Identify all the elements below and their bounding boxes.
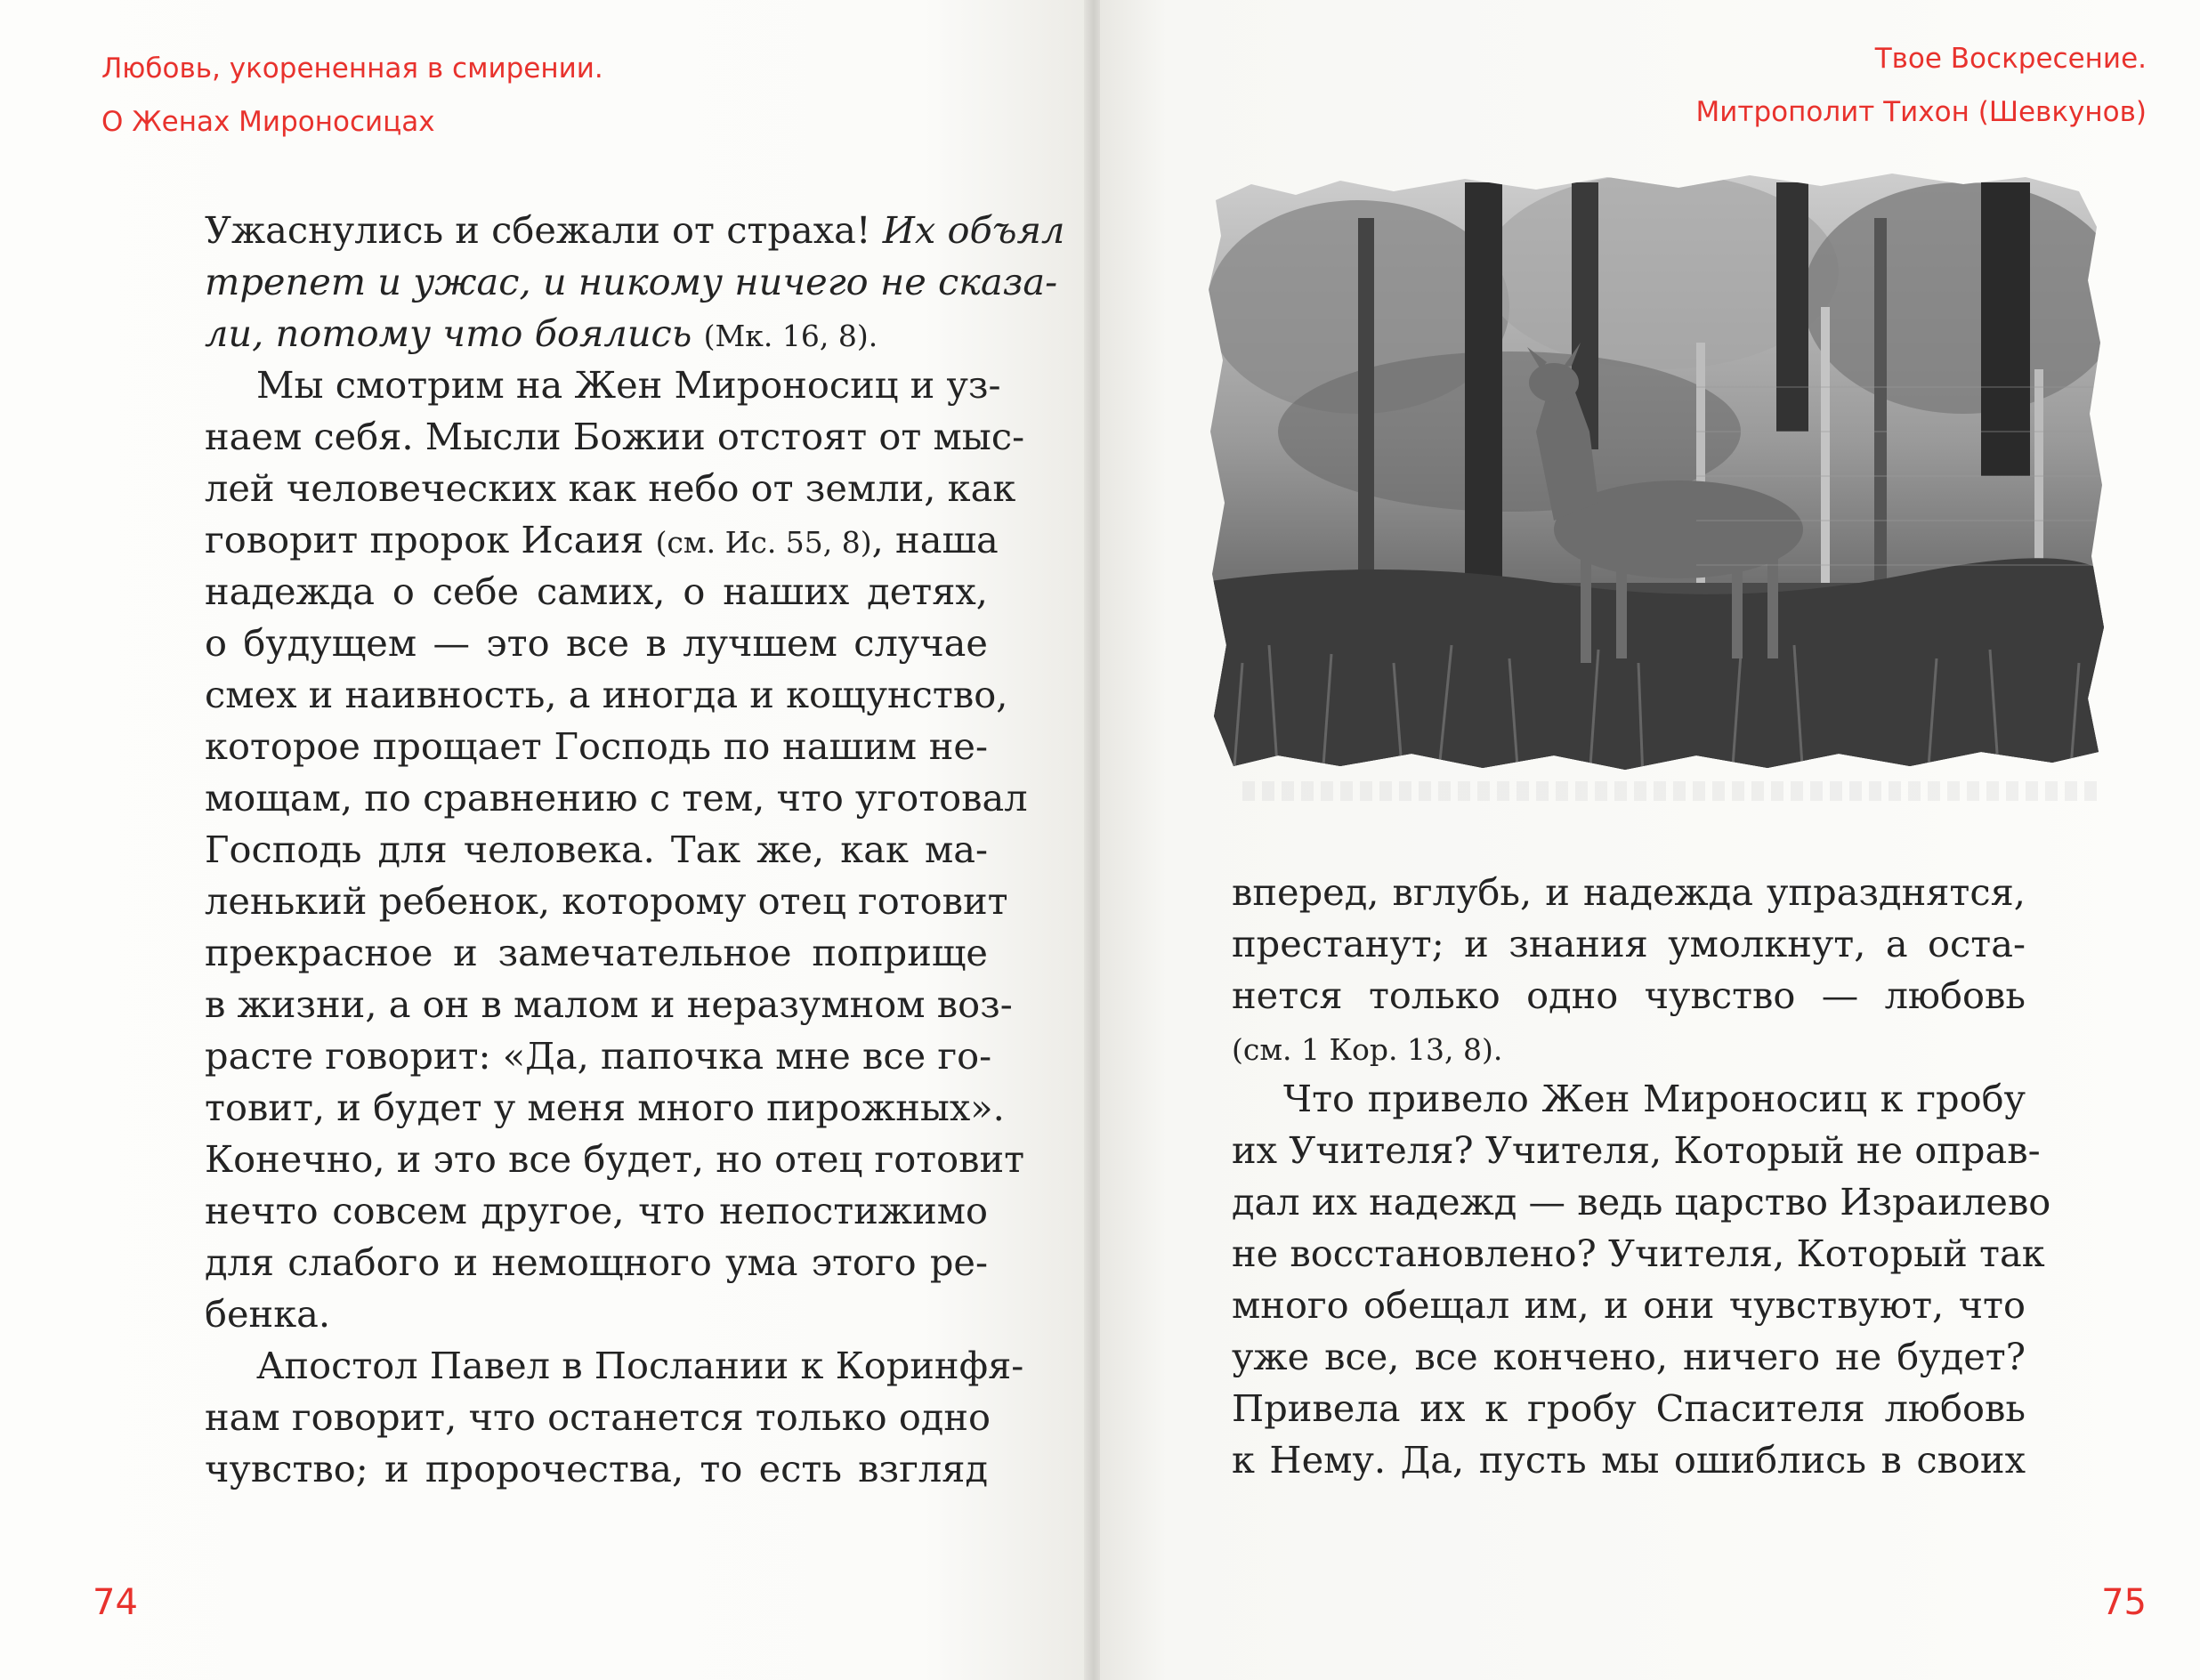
left-text-line [205, 359, 1001, 411]
right-body-text [1232, 867, 2051, 1486]
right-text-line [1232, 867, 2026, 918]
text-run: уже все, все кончено, ничего не будет? [1232, 1335, 2026, 1378]
left-text-line [205, 979, 1013, 1030]
text-run: много обещал им, и они чувствуют, что [1232, 1283, 2026, 1327]
text-run: бенка. [205, 1292, 331, 1336]
text-run: лей человеческих как небо от земли, как [205, 466, 1016, 510]
right-text-line [1232, 970, 2026, 1022]
text-run: престанут; и знания умолкнут, а оста- [1232, 922, 2026, 965]
text-run: надежда о себе самих, о наших детях, [205, 569, 988, 613]
text-run: наем себя. Мысли Божии отстоят от мыс- [205, 415, 1025, 458]
text-run: нечто совсем другое, что непостижимо [205, 1189, 988, 1232]
text-run: которое прощает Господь по нашим не- [205, 724, 988, 768]
left-text-line [205, 411, 1025, 463]
left-running-head-line-2: О Женах Мироносицах [101, 106, 435, 138]
text-run: Господь для человека. Так же, как ма- [205, 828, 988, 871]
right-running-head [1696, 32, 2147, 139]
right-text-line [1232, 1331, 2026, 1383]
left-running-head [101, 42, 603, 149]
text-run: Привела их к гробу Спасителя любовь [1232, 1386, 2026, 1430]
right-text-line [1232, 1434, 2026, 1486]
left-text-line [205, 514, 999, 566]
left-text-line [205, 205, 1065, 256]
right-page-number: 75 [2101, 1582, 2147, 1623]
left-text-line [205, 566, 988, 618]
text-run: дал их надежд — ведь царство Израилево [1232, 1180, 2051, 1224]
text-run: в жизни, а он в малом и неразумном воз- [205, 982, 1013, 1026]
right-text-line [1232, 1176, 2051, 1228]
left-text-line [205, 1443, 988, 1495]
text-run: товит, и будет у меня много пирожных». [205, 1086, 1005, 1129]
text-run: расте говорит: «Да, папочка мне все го- [205, 1034, 992, 1078]
text-run: Ужаснулись и сбежали от страха! [205, 208, 883, 252]
left-text-line [205, 308, 988, 359]
left-text-line [205, 463, 1016, 514]
text-run [692, 311, 703, 355]
left-body-text [205, 205, 1065, 1495]
left-text-line [205, 721, 988, 772]
left-text-line [205, 1288, 988, 1340]
text-run: их Учителя? Учителя, Который не оправ- [1232, 1128, 2041, 1172]
scripture-reference: (Мк. 16, 8). [703, 319, 878, 353]
left-text-line [205, 618, 988, 669]
text-run: вперед, вглубь, и надежда упразднятся, [1232, 870, 2026, 914]
left-text-line [205, 927, 988, 979]
text-run: нется только одно чувство — любовь [1232, 973, 2026, 1017]
left-text-line [205, 1185, 988, 1237]
italic-quote: трепет и ужас, и никому ничего не сказа- [205, 260, 1058, 303]
right-text-line [1232, 1228, 2045, 1280]
right-text-line [1232, 1073, 2026, 1125]
text-run: Апостол Павел в Послании к Коринфя- [256, 1344, 1024, 1387]
scripture-reference: (см. 1 Кор. 13, 8). [1232, 1032, 1503, 1067]
left-text-line [205, 1237, 988, 1288]
left-text-line [205, 876, 1008, 927]
italic-quote: ли, потому что боялись [205, 311, 692, 355]
text-run: о будущем — это все в лучшем случае [205, 621, 988, 665]
left-text-line [205, 1030, 992, 1082]
text-run: нам говорит, что останется только одно [205, 1395, 991, 1439]
right-text-line [1232, 1022, 2026, 1073]
right-running-head-line-2: Митрополит Тихон (Шевкунов) [1695, 96, 2147, 128]
right-text-line [1232, 918, 2026, 970]
left-text-line [205, 772, 1028, 824]
text-run: к Нему. Да, пусть мы ошиблись в своих [1232, 1438, 2026, 1482]
left-page [0, 0, 1088, 1680]
text-run: мощам, по сравнению с тем, что уготовал [205, 776, 1028, 820]
left-text-line [205, 1340, 1024, 1392]
text-run: Что привело Жен Мироносиц к гробу [1283, 1077, 2026, 1120]
photo-bleed-through-caption [1242, 781, 2097, 801]
left-text-line [205, 1392, 991, 1443]
left-text-line [205, 824, 988, 876]
left-text-line [205, 1082, 1005, 1134]
italic-quote: Их объял [882, 208, 1065, 252]
text-run: Мы смотрим на Жен Мироносиц и уз- [256, 363, 1001, 407]
right-page [1100, 0, 2200, 1680]
right-running-head-line-1: Твое Воскресение. [1874, 43, 2147, 75]
text-run: смех и наивность, а иногда и кощунство, [205, 673, 1008, 716]
scripture-reference: (см. Ис. 55, 8) [655, 525, 872, 560]
text-run: , наша [871, 518, 999, 561]
right-text-line [1232, 1383, 2026, 1434]
deer-in-forest-photo [1198, 165, 2115, 779]
text-run: не восстановлено? Учителя, Который так [1232, 1232, 2045, 1275]
left-running-head-line-1: Любовь, укорененная в смирении. [101, 52, 603, 85]
left-page-number: 74 [93, 1582, 138, 1623]
text-run: чувство; и пророчества, то есть взгляд [205, 1447, 988, 1490]
left-text-line [205, 256, 1058, 308]
left-text-line [205, 1134, 1025, 1185]
text-run: Конечно, и это все будет, но отец готовит [205, 1137, 1025, 1181]
text-run: для слабого и немощного ума этого ре- [205, 1240, 988, 1284]
left-text-line [205, 669, 1008, 721]
text-run: говорит пророк Исаия [205, 518, 656, 561]
text-run: ленький ребенок, которому отец готовит [205, 879, 1008, 923]
right-text-line [1232, 1125, 2041, 1176]
text-run: прекрасное и замечательное поприще [205, 931, 988, 974]
right-text-line [1232, 1280, 2026, 1331]
